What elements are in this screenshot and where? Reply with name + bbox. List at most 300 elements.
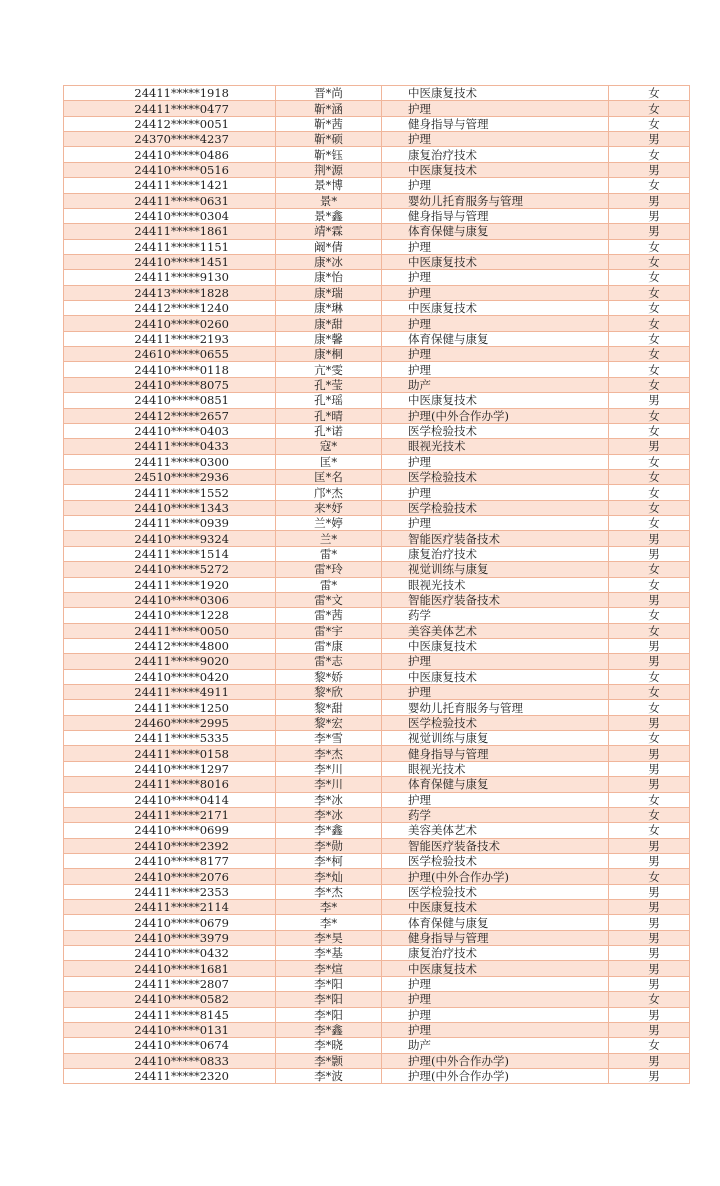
gender-cell: 女: [609, 731, 690, 746]
student-id-cell: 24410*****0674: [64, 1038, 276, 1053]
table-row: [64, 377, 690, 392]
gender-cell: 女: [609, 792, 690, 807]
table-row: [64, 423, 690, 438]
gender-cell: 女: [609, 254, 690, 269]
student-name-cell: 雷*文: [276, 592, 382, 607]
major-cell: 护理: [382, 1022, 609, 1037]
student-id-cell: 24410*****0486: [64, 147, 276, 162]
major-cell: 视觉训练与康复: [382, 562, 609, 577]
gender-cell: 女: [609, 316, 690, 331]
table-row: [64, 1007, 690, 1022]
table-row: [64, 623, 690, 638]
major-cell: 中医康复技术: [382, 900, 609, 915]
student-id-cell: 24410*****8177: [64, 853, 276, 868]
table-row: [64, 86, 690, 101]
student-id-cell: 24411*****9020: [64, 654, 276, 669]
major-cell: 护理(中外合作办学): [382, 1053, 609, 1068]
gender-cell: 男: [609, 930, 690, 945]
gender-cell: 男: [609, 654, 690, 669]
gender-cell: 男: [609, 1007, 690, 1022]
table-row: [64, 700, 690, 715]
student-id-cell: 24412*****0051: [64, 116, 276, 131]
gender-cell: 男: [609, 946, 690, 961]
gender-cell: 女: [609, 116, 690, 131]
student-name-cell: 雷*玲: [276, 562, 382, 577]
table-row: [64, 1053, 690, 1068]
student-id-cell: 24411*****0631: [64, 193, 276, 208]
student-name-cell: 阚*倩: [276, 239, 382, 254]
gender-cell: 女: [609, 577, 690, 592]
student-id-cell: 24411*****9130: [64, 270, 276, 285]
gender-cell: 男: [609, 638, 690, 653]
student-name-cell: 李*阳: [276, 976, 382, 991]
gender-cell: 男: [609, 132, 690, 147]
major-cell: 药学: [382, 608, 609, 623]
table-row: [64, 731, 690, 746]
student-id-cell: 24411*****5335: [64, 731, 276, 746]
gender-cell: 女: [609, 377, 690, 392]
table-row: [64, 439, 690, 454]
student-id-cell: 24410*****3979: [64, 930, 276, 945]
student-list-table: [63, 85, 690, 1084]
table-row: [64, 500, 690, 515]
gender-cell: 女: [609, 178, 690, 193]
student-id-cell: 24410*****1451: [64, 254, 276, 269]
table-row: [64, 777, 690, 792]
student-id-cell: 24411*****2320: [64, 1069, 276, 1084]
major-cell: 护理: [382, 654, 609, 669]
major-cell: 医学检验技术: [382, 423, 609, 438]
gender-cell: 男: [609, 1022, 690, 1037]
student-id-cell: 24411*****1552: [64, 485, 276, 500]
gender-cell: 女: [609, 101, 690, 116]
student-name-cell: 靖*霖: [276, 224, 382, 239]
major-cell: 护理: [382, 485, 609, 500]
student-id-cell: 24411*****0300: [64, 454, 276, 469]
gender-cell: 男: [609, 208, 690, 223]
major-cell: 护理: [382, 516, 609, 531]
gender-cell: 男: [609, 884, 690, 899]
major-cell: 护理: [382, 316, 609, 331]
table-row: [64, 469, 690, 484]
student-id-cell: 24410*****1343: [64, 500, 276, 515]
table-row: [64, 746, 690, 761]
major-cell: 护理(中外合作办学): [382, 408, 609, 423]
student-name-cell: 寇*: [276, 439, 382, 454]
student-id-cell: 24411*****0433: [64, 439, 276, 454]
major-cell: 医学检验技术: [382, 715, 609, 730]
student-id-cell: 24411*****1250: [64, 700, 276, 715]
major-cell: 助产: [382, 1038, 609, 1053]
student-name-cell: 康*怡: [276, 270, 382, 285]
major-cell: 中医康复技术: [382, 961, 609, 976]
student-id-cell: 24411*****2171: [64, 807, 276, 822]
student-name-cell: 李*阳: [276, 1007, 382, 1022]
gender-cell: 女: [609, 608, 690, 623]
gender-cell: 女: [609, 1038, 690, 1053]
major-cell: 眼视光技术: [382, 761, 609, 776]
student-name-cell: 孔*瑶: [276, 393, 382, 408]
table-row: [64, 331, 690, 346]
gender-cell: 男: [609, 1069, 690, 1084]
gender-cell: 男: [609, 393, 690, 408]
student-id-cell: 24460*****2995: [64, 715, 276, 730]
student-name-cell: 李*灿: [276, 869, 382, 884]
student-name-cell: 李*勋: [276, 838, 382, 853]
major-cell: 中医康复技术: [382, 393, 609, 408]
major-cell: 医学检验技术: [382, 469, 609, 484]
table-row: [64, 132, 690, 147]
student-name-cell: 景*: [276, 193, 382, 208]
student-name-cell: 孔*诺: [276, 423, 382, 438]
table-row: [64, 316, 690, 331]
table-row: [64, 1038, 690, 1053]
student-id-cell: 24412*****4800: [64, 638, 276, 653]
student-name-cell: 靳*钰: [276, 147, 382, 162]
major-cell: 康复治疗技术: [382, 946, 609, 961]
student-id-cell: 24410*****0403: [64, 423, 276, 438]
gender-cell: 男: [609, 976, 690, 991]
student-name-cell: 李*柯: [276, 853, 382, 868]
table-row: [64, 1069, 690, 1084]
student-id-cell: 24410*****9324: [64, 531, 276, 546]
major-cell: 健身指导与管理: [382, 116, 609, 131]
major-cell: 眼视光技术: [382, 439, 609, 454]
student-id-cell: 24411*****2353: [64, 884, 276, 899]
major-cell: 中医康复技术: [382, 254, 609, 269]
major-cell: 护理: [382, 347, 609, 362]
student-name-cell: 孔*晴: [276, 408, 382, 423]
major-cell: 中医康复技术: [382, 669, 609, 684]
table-row: [64, 162, 690, 177]
major-cell: 护理: [382, 239, 609, 254]
major-cell: 婴幼儿托育服务与管理: [382, 700, 609, 715]
student-name-cell: 黎*甜: [276, 700, 382, 715]
student-name-cell: 靳*茜: [276, 116, 382, 131]
gender-cell: 女: [609, 823, 690, 838]
gender-cell: 男: [609, 777, 690, 792]
student-name-cell: 康*冰: [276, 254, 382, 269]
table-row: [64, 193, 690, 208]
major-cell: 中医康复技术: [382, 301, 609, 316]
student-id-cell: 24410*****0118: [64, 362, 276, 377]
student-name-cell: 康*馨: [276, 331, 382, 346]
student-id-cell: 24411*****2807: [64, 976, 276, 991]
gender-cell: 女: [609, 500, 690, 515]
major-cell: 智能医疗装备技术: [382, 592, 609, 607]
table-row: [64, 853, 690, 868]
student-id-cell: 24410*****5272: [64, 562, 276, 577]
major-cell: 医学检验技术: [382, 500, 609, 515]
table-row: [64, 715, 690, 730]
table-row: [64, 976, 690, 991]
major-cell: 护理: [382, 178, 609, 193]
gender-cell: 男: [609, 715, 690, 730]
student-id-cell: 24412*****2657: [64, 408, 276, 423]
table-row: [64, 654, 690, 669]
major-cell: 婴幼儿托育服务与管理: [382, 193, 609, 208]
major-cell: 医学检验技术: [382, 853, 609, 868]
student-id-cell: 24370*****4237: [64, 132, 276, 147]
table-row: [64, 239, 690, 254]
table-row: [64, 1022, 690, 1037]
student-id-cell: 24411*****1421: [64, 178, 276, 193]
student-name-cell: 李*: [276, 900, 382, 915]
gender-cell: 女: [609, 454, 690, 469]
major-cell: 体育保健与康复: [382, 331, 609, 346]
table-row: [64, 347, 690, 362]
table-row: [64, 116, 690, 131]
gender-cell: 女: [609, 516, 690, 531]
student-id-cell: 24410*****1297: [64, 761, 276, 776]
student-name-cell: 康*桐: [276, 347, 382, 362]
table-row: [64, 254, 690, 269]
student-name-cell: 黎*娇: [276, 669, 382, 684]
table-row: [64, 792, 690, 807]
gender-cell: 女: [609, 685, 690, 700]
student-id-cell: 24411*****2193: [64, 331, 276, 346]
gender-cell: 女: [609, 331, 690, 346]
table-row: [64, 930, 690, 945]
gender-cell: 男: [609, 853, 690, 868]
student-name-cell: 来*妤: [276, 500, 382, 515]
table-row: [64, 301, 690, 316]
student-name-cell: 兰*婷: [276, 516, 382, 531]
major-cell: 体育保健与康复: [382, 224, 609, 239]
gender-cell: 男: [609, 224, 690, 239]
gender-cell: 男: [609, 761, 690, 776]
table-row: [64, 807, 690, 822]
gender-cell: 女: [609, 86, 690, 101]
major-cell: 健身指导与管理: [382, 746, 609, 761]
gender-cell: 女: [609, 270, 690, 285]
major-cell: 美容美体艺术: [382, 823, 609, 838]
student-name-cell: 李*基: [276, 946, 382, 961]
student-name-cell: 黎*宏: [276, 715, 382, 730]
student-name-cell: 李*晓: [276, 1038, 382, 1053]
major-cell: 中医康复技术: [382, 638, 609, 653]
gender-cell: 女: [609, 301, 690, 316]
major-cell: 美容美体艺术: [382, 623, 609, 638]
student-name-cell: 孔*莹: [276, 377, 382, 392]
gender-cell: 男: [609, 193, 690, 208]
major-cell: 健身指导与管理: [382, 930, 609, 945]
major-cell: 药学: [382, 807, 609, 822]
table-row: [64, 531, 690, 546]
student-name-cell: 雷*: [276, 577, 382, 592]
student-name-cell: 李*川: [276, 777, 382, 792]
gender-cell: 女: [609, 485, 690, 500]
gender-cell: 女: [609, 285, 690, 300]
student-name-cell: 亢*雯: [276, 362, 382, 377]
student-name-cell: 景*博: [276, 178, 382, 193]
student-id-cell: 24410*****1228: [64, 608, 276, 623]
student-id-cell: 24411*****0158: [64, 746, 276, 761]
gender-cell: 女: [609, 669, 690, 684]
student-name-cell: 李*杰: [276, 884, 382, 899]
major-cell: 视觉训练与康复: [382, 731, 609, 746]
gender-cell: 男: [609, 961, 690, 976]
table-row: [64, 823, 690, 838]
table-row: [64, 516, 690, 531]
table-row: [64, 608, 690, 623]
major-cell: 智能医疗装备技术: [382, 838, 609, 853]
student-id-cell: 24410*****2076: [64, 869, 276, 884]
student-name-cell: 匡*: [276, 454, 382, 469]
major-cell: 康复治疗技术: [382, 147, 609, 162]
student-id-cell: 24410*****0131: [64, 1022, 276, 1037]
student-name-cell: 李*煊: [276, 961, 382, 976]
student-id-cell: 24411*****0050: [64, 623, 276, 638]
major-cell: 护理: [382, 132, 609, 147]
student-name-cell: 李*昊: [276, 930, 382, 945]
student-name-cell: 李*杰: [276, 746, 382, 761]
gender-cell: 男: [609, 439, 690, 454]
student-name-cell: 康*瑞: [276, 285, 382, 300]
gender-cell: 女: [609, 700, 690, 715]
student-name-cell: 雷*: [276, 546, 382, 561]
student-name-cell: 匡*名: [276, 469, 382, 484]
student-name-cell: 李*冰: [276, 807, 382, 822]
student-id-cell: 24410*****0414: [64, 792, 276, 807]
table-row: [64, 101, 690, 116]
major-cell: 护理: [382, 1007, 609, 1022]
student-id-cell: 24411*****1514: [64, 546, 276, 561]
major-cell: 体育保健与康复: [382, 915, 609, 930]
major-cell: 眼视光技术: [382, 577, 609, 592]
major-cell: 护理: [382, 362, 609, 377]
student-name-cell: 李*冰: [276, 792, 382, 807]
gender-cell: 女: [609, 408, 690, 423]
student-id-cell: 24413*****1828: [64, 285, 276, 300]
gender-cell: 女: [609, 147, 690, 162]
student-name-cell: 康*甜: [276, 316, 382, 331]
table-row: [64, 208, 690, 223]
table-row: [64, 178, 690, 193]
table-row: [64, 577, 690, 592]
student-name-cell: 李*颢: [276, 1053, 382, 1068]
student-id-cell: 24410*****2392: [64, 838, 276, 853]
student-name-cell: 兰*: [276, 531, 382, 546]
student-id-cell: 24410*****8075: [64, 377, 276, 392]
table-row: [64, 838, 690, 853]
major-cell: 护理: [382, 976, 609, 991]
student-name-cell: 靳*硕: [276, 132, 382, 147]
gender-cell: 男: [609, 531, 690, 546]
table-row: [64, 669, 690, 684]
student-name-cell: 雷*茜: [276, 608, 382, 623]
major-cell: 护理: [382, 992, 609, 1007]
table-row: [64, 454, 690, 469]
table-body: [64, 86, 690, 1084]
student-id-cell: 24410*****0699: [64, 823, 276, 838]
student-id-cell: 24410*****0851: [64, 393, 276, 408]
gender-cell: 男: [609, 546, 690, 561]
major-cell: 健身指导与管理: [382, 208, 609, 223]
major-cell: 护理: [382, 792, 609, 807]
student-id-cell: 24410*****0306: [64, 592, 276, 607]
student-id-cell: 24410*****0833: [64, 1053, 276, 1068]
gender-cell: 女: [609, 469, 690, 484]
major-cell: 护理: [382, 285, 609, 300]
table-row: [64, 562, 690, 577]
gender-cell: 女: [609, 239, 690, 254]
gender-cell: 女: [609, 807, 690, 822]
table-row: [64, 915, 690, 930]
student-id-cell: 24411*****0477: [64, 101, 276, 116]
student-name-cell: 李*川: [276, 761, 382, 776]
student-id-cell: 24411*****1151: [64, 239, 276, 254]
student-id-cell: 24411*****2114: [64, 900, 276, 915]
gender-cell: 男: [609, 838, 690, 853]
student-id-cell: 24410*****1681: [64, 961, 276, 976]
table-row: [64, 884, 690, 899]
student-name-cell: 李*阳: [276, 992, 382, 1007]
table-row: [64, 685, 690, 700]
major-cell: 康复治疗技术: [382, 546, 609, 561]
major-cell: 医学检验技术: [382, 884, 609, 899]
major-cell: 护理(中外合作办学): [382, 869, 609, 884]
student-name-cell: 雷*宇: [276, 623, 382, 638]
major-cell: 护理: [382, 685, 609, 700]
student-id-cell: 24410*****0432: [64, 946, 276, 961]
table-row: [64, 224, 690, 239]
student-id-cell: 24411*****4911: [64, 685, 276, 700]
table-row: [64, 546, 690, 561]
student-id-cell: 24410*****0420: [64, 669, 276, 684]
student-name-cell: 李*鑫: [276, 823, 382, 838]
gender-cell: 女: [609, 347, 690, 362]
table-row: [64, 992, 690, 1007]
student-name-cell: 荆*源: [276, 162, 382, 177]
student-id-cell: 24410*****0582: [64, 992, 276, 1007]
student-id-cell: 24411*****1861: [64, 224, 276, 239]
table-row: [64, 638, 690, 653]
student-name-cell: 雷*志: [276, 654, 382, 669]
table-row: [64, 408, 690, 423]
student-name-cell: 靳*涵: [276, 101, 382, 116]
student-name-cell: 李*鑫: [276, 1022, 382, 1037]
table-row: [64, 761, 690, 776]
table-row: [64, 869, 690, 884]
gender-cell: 男: [609, 162, 690, 177]
table-row: [64, 147, 690, 162]
table-row: [64, 393, 690, 408]
major-cell: 护理: [382, 101, 609, 116]
student-name-cell: 景*鑫: [276, 208, 382, 223]
student-name-cell: 黎*欣: [276, 685, 382, 700]
student-name-cell: 晋*尚: [276, 86, 382, 101]
gender-cell: 女: [609, 623, 690, 638]
gender-cell: 男: [609, 746, 690, 761]
student-id-cell: 24411*****0939: [64, 516, 276, 531]
table-row: [64, 270, 690, 285]
student-id-cell: 24410*****0260: [64, 316, 276, 331]
student-id-cell: 24410*****0516: [64, 162, 276, 177]
student-id-cell: 24410*****0679: [64, 915, 276, 930]
student-name-cell: 邝*杰: [276, 485, 382, 500]
table-row: [64, 961, 690, 976]
gender-cell: 女: [609, 562, 690, 577]
student-id-cell: 24410*****0304: [64, 208, 276, 223]
gender-cell: 男: [609, 1053, 690, 1068]
table-row: [64, 285, 690, 300]
gender-cell: 男: [609, 592, 690, 607]
student-id-cell: 24411*****1920: [64, 577, 276, 592]
student-id-cell: 24510*****2936: [64, 469, 276, 484]
student-id-cell: 24412*****1240: [64, 301, 276, 316]
major-cell: 助产: [382, 377, 609, 392]
